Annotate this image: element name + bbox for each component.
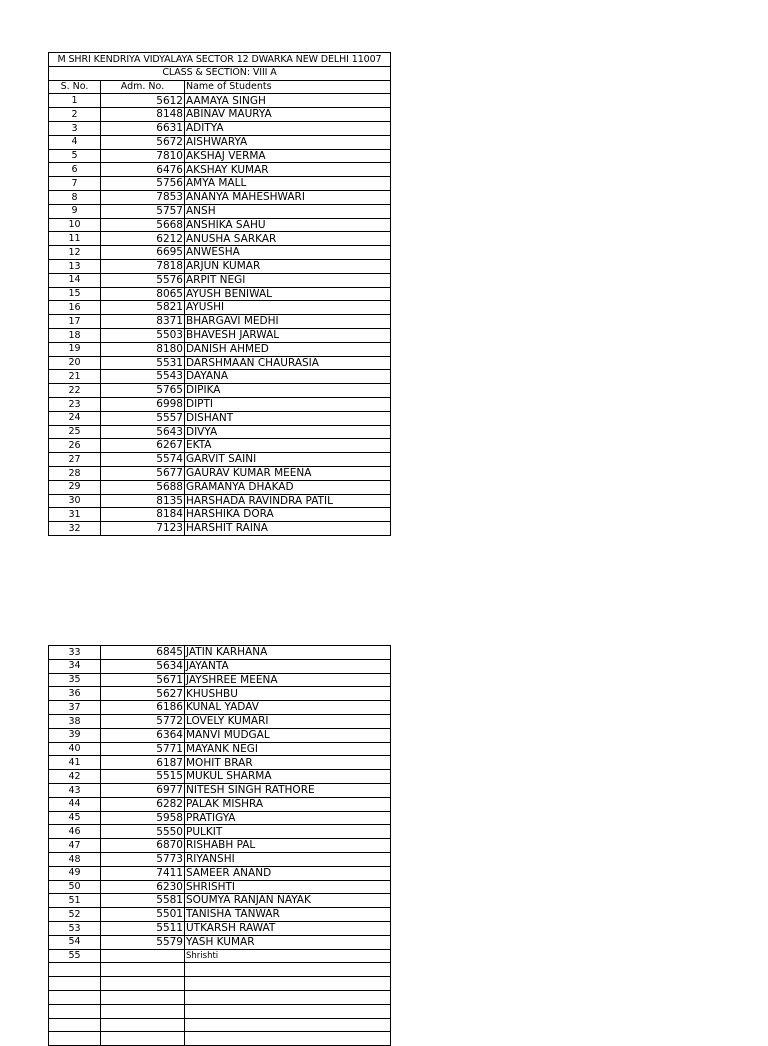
admission-no-cell: 6267 xyxy=(101,439,185,453)
table-row xyxy=(49,1032,391,1046)
admission-no-cell xyxy=(101,977,185,991)
serial-no-cell: 31 xyxy=(49,508,101,522)
admission-no-cell xyxy=(101,1032,185,1046)
admission-no-cell: 5543 xyxy=(101,370,185,384)
serial-no-cell: 13 xyxy=(49,259,101,273)
student-name-cell: ANUSHA SARKAR xyxy=(185,232,391,246)
serial-no-cell: 46 xyxy=(49,825,101,839)
column-header-row xyxy=(49,80,391,94)
student-name-cell: HARSHIKA DORA xyxy=(185,508,391,522)
table-row xyxy=(49,190,391,204)
admission-no-cell: 7123 xyxy=(101,522,185,536)
serial-no-cell: 32 xyxy=(49,522,101,536)
admission-no-cell: 7818 xyxy=(101,259,185,273)
serial-no-cell: 33 xyxy=(49,646,101,660)
student-name-cell: ANANYA MAHESHWARI xyxy=(185,190,391,204)
admission-no-cell: 5757 xyxy=(101,204,185,218)
table-row xyxy=(49,522,391,536)
table-row xyxy=(49,770,391,784)
admission-no-cell: 6476 xyxy=(101,163,185,177)
table-row xyxy=(49,149,391,163)
table-row xyxy=(49,163,391,177)
serial-no-cell: 50 xyxy=(49,880,101,894)
table-row xyxy=(49,977,391,991)
table-row xyxy=(49,259,391,273)
table-row xyxy=(49,204,391,218)
student-name-cell: RISHABH PAL xyxy=(185,839,391,853)
admission-no-cell: 6870 xyxy=(101,839,185,853)
student-name-cell: HARSHADA RAVINDRA PATIL xyxy=(185,494,391,508)
table-row xyxy=(49,742,391,756)
serial-no-cell: 5 xyxy=(49,149,101,163)
table-row xyxy=(49,646,391,660)
serial-no-cell: 26 xyxy=(49,439,101,453)
serial-no-cell: 34 xyxy=(49,659,101,673)
table-row xyxy=(49,811,391,825)
admission-no-cell: 6998 xyxy=(101,397,185,411)
student-name-cell: PULKIT xyxy=(185,825,391,839)
student-name-cell: AAMAYA SINGH xyxy=(185,94,391,108)
student-name-cell: BHARGAVI MEDHI xyxy=(185,315,391,329)
student-name-cell: JAYANTA xyxy=(185,659,391,673)
table-row xyxy=(49,508,391,522)
serial-no-cell: 1 xyxy=(49,94,101,108)
admission-no-cell: 5503 xyxy=(101,328,185,342)
table-row xyxy=(49,273,391,287)
table-row xyxy=(49,315,391,329)
serial-no-cell xyxy=(49,1004,101,1018)
table-row xyxy=(49,728,391,742)
admission-no-cell: 5677 xyxy=(101,466,185,480)
student-name-cell: JAYSHREE MEENA xyxy=(185,673,391,687)
student-name-cell: KHUSHBU xyxy=(185,687,391,701)
student-name-cell: DIVYA xyxy=(185,425,391,439)
admission-no-cell: 8371 xyxy=(101,315,185,329)
student-name-cell: DARSHMAAN CHAURASIA xyxy=(185,356,391,370)
student-name-cell: ANSH xyxy=(185,204,391,218)
student-name-cell: RIYANSHI xyxy=(185,852,391,866)
admission-no-cell: 6212 xyxy=(101,232,185,246)
table-row xyxy=(49,356,391,370)
student-name-cell: AKSHAJ VERMA xyxy=(185,149,391,163)
table-row xyxy=(49,921,391,935)
student-name-cell: AYUSHI xyxy=(185,301,391,315)
admission-no-cell: 8180 xyxy=(101,342,185,356)
table-row xyxy=(49,701,391,715)
serial-no-cell: 10 xyxy=(49,218,101,232)
admission-no-cell xyxy=(101,1004,185,1018)
serial-no-cell: 47 xyxy=(49,839,101,853)
table-row xyxy=(49,453,391,467)
student-name-cell: DISHANT xyxy=(185,411,391,425)
admission-no-cell: 5671 xyxy=(101,673,185,687)
admission-no-cell: 5688 xyxy=(101,480,185,494)
student-name-cell xyxy=(185,1032,391,1046)
admission-no-cell: 7853 xyxy=(101,190,185,204)
serial-no-cell: 18 xyxy=(49,328,101,342)
student-name-cell: NITESH SINGH RATHORE xyxy=(185,783,391,797)
student-name-cell: TANISHA TANWAR xyxy=(185,908,391,922)
table-row xyxy=(49,246,391,260)
student-name-cell: LOVELY KUMARI xyxy=(185,714,391,728)
serial-no-cell xyxy=(49,977,101,991)
table-row xyxy=(49,839,391,853)
serial-no-cell: 53 xyxy=(49,921,101,935)
student-name-cell: MOHIT BRAR xyxy=(185,756,391,770)
table-row xyxy=(49,494,391,508)
table-row xyxy=(49,135,391,149)
table-row xyxy=(49,466,391,480)
serial-no-cell: 55 xyxy=(49,949,101,963)
serial-no-cell: 11 xyxy=(49,232,101,246)
student-name-cell: YASH KUMAR xyxy=(185,935,391,949)
admission-no-cell: 7810 xyxy=(101,149,185,163)
serial-no-cell: 12 xyxy=(49,246,101,260)
table-row xyxy=(49,480,391,494)
class-section-row xyxy=(49,66,391,80)
table-row xyxy=(49,825,391,839)
header-student-name: Name of Students xyxy=(185,80,391,94)
serial-no-cell: 28 xyxy=(49,466,101,480)
serial-no-cell: 17 xyxy=(49,315,101,329)
serial-no-cell: 38 xyxy=(49,714,101,728)
student-name-cell: AYUSH BENIWAL xyxy=(185,287,391,301)
table-row xyxy=(49,659,391,673)
serial-no-cell: 41 xyxy=(49,756,101,770)
student-name-cell: KUNAL YADAV xyxy=(185,701,391,715)
serial-no-cell: 19 xyxy=(49,342,101,356)
admission-no-cell: 5515 xyxy=(101,770,185,784)
student-name-cell: DAYANA xyxy=(185,370,391,384)
serial-no-cell: 42 xyxy=(49,770,101,784)
table-row xyxy=(49,1004,391,1018)
table-row xyxy=(49,756,391,770)
student-name-cell xyxy=(185,990,391,1004)
student-name-cell: ANWESHA xyxy=(185,246,391,260)
header-serial-no: S. No. xyxy=(49,80,101,94)
table-row xyxy=(49,370,391,384)
table-row xyxy=(49,949,391,963)
serial-no-cell: 36 xyxy=(49,687,101,701)
table-row xyxy=(49,328,391,342)
serial-no-cell: 2 xyxy=(49,108,101,122)
admission-no-cell: 8135 xyxy=(101,494,185,508)
serial-no-cell: 52 xyxy=(49,908,101,922)
admission-no-cell: 6845 xyxy=(101,646,185,660)
admission-no-cell: 5581 xyxy=(101,894,185,908)
admission-no-cell: 5579 xyxy=(101,935,185,949)
table-row xyxy=(49,894,391,908)
table-row xyxy=(49,218,391,232)
serial-no-cell: 3 xyxy=(49,121,101,135)
admission-no-cell: 5672 xyxy=(101,135,185,149)
serial-no-cell xyxy=(49,963,101,977)
table-row xyxy=(49,783,391,797)
serial-no-cell: 51 xyxy=(49,894,101,908)
table-row xyxy=(49,425,391,439)
serial-no-cell xyxy=(49,1018,101,1032)
admission-no-cell: 5668 xyxy=(101,218,185,232)
student-name-cell: GARVIT SAINI xyxy=(185,453,391,467)
serial-no-cell xyxy=(49,1032,101,1046)
serial-no-cell: 4 xyxy=(49,135,101,149)
serial-no-cell: 15 xyxy=(49,287,101,301)
admission-no-cell: 5773 xyxy=(101,852,185,866)
admission-no-cell: 5958 xyxy=(101,811,185,825)
table-row xyxy=(49,384,391,398)
table-row xyxy=(49,94,391,108)
table-row xyxy=(49,687,391,701)
student-name-cell: ABINAV MAURYA xyxy=(185,108,391,122)
admission-no-cell: 5771 xyxy=(101,742,185,756)
admission-no-cell: 5574 xyxy=(101,453,185,467)
serial-no-cell: 44 xyxy=(49,797,101,811)
admission-no-cell: 5612 xyxy=(101,94,185,108)
admission-no-cell: 5627 xyxy=(101,687,185,701)
school-title: M SHRI KENDRIYA VIDYALAYA SECTOR 12 DWARKA NEW DELHI 11007 xyxy=(49,53,391,67)
admission-no-cell: 5501 xyxy=(101,908,185,922)
serial-no-cell: 45 xyxy=(49,811,101,825)
student-name-cell: GRAMANYA DHAKAD xyxy=(185,480,391,494)
admission-no-cell: 6187 xyxy=(101,756,185,770)
student-name-cell: AISHWARYA xyxy=(185,135,391,149)
admission-no-cell: 5576 xyxy=(101,273,185,287)
serial-no-cell: 40 xyxy=(49,742,101,756)
table-row xyxy=(49,287,391,301)
student-name-cell: AMYA MALL xyxy=(185,177,391,191)
student-name-cell: BHAVESH JARWAL xyxy=(185,328,391,342)
serial-no-cell xyxy=(49,990,101,1004)
student-name-cell: EKTA xyxy=(185,439,391,453)
student-name-cell: AKSHAY KUMAR xyxy=(185,163,391,177)
serial-no-cell: 30 xyxy=(49,494,101,508)
school-title-row xyxy=(49,53,391,67)
serial-no-cell: 8 xyxy=(49,190,101,204)
admission-no-cell: 6977 xyxy=(101,783,185,797)
student-name-cell xyxy=(185,963,391,977)
student-name-cell: ANSHIKA SAHU xyxy=(185,218,391,232)
serial-no-cell: 6 xyxy=(49,163,101,177)
student-name-cell: DIPTI xyxy=(185,397,391,411)
table-row xyxy=(49,1018,391,1032)
admission-no-cell: 5557 xyxy=(101,411,185,425)
table-row xyxy=(49,342,391,356)
student-name-cell: ADITYA xyxy=(185,121,391,135)
serial-no-cell: 43 xyxy=(49,783,101,797)
student-list-table-1 xyxy=(48,52,391,536)
student-name-cell: PALAK MISHRA xyxy=(185,797,391,811)
admission-no-cell xyxy=(101,1018,185,1032)
class-section: CLASS & SECTION: VIII A xyxy=(49,66,391,80)
admission-no-cell: 8148 xyxy=(101,108,185,122)
admission-no-cell: 8184 xyxy=(101,508,185,522)
serial-no-cell: 39 xyxy=(49,728,101,742)
header-admission-no: Adm. No. xyxy=(101,80,185,94)
serial-no-cell: 16 xyxy=(49,301,101,315)
serial-no-cell: 21 xyxy=(49,370,101,384)
student-name-cell: Shrishti xyxy=(185,949,391,963)
student-name-cell: SOUMYA RANJAN NAYAK xyxy=(185,894,391,908)
admission-no-cell: 5821 xyxy=(101,301,185,315)
table-row xyxy=(49,121,391,135)
admission-no-cell: 5756 xyxy=(101,177,185,191)
admission-no-cell: 6364 xyxy=(101,728,185,742)
admission-no-cell xyxy=(101,963,185,977)
table-row xyxy=(49,714,391,728)
student-name-cell: MUKUL SHARMA xyxy=(185,770,391,784)
serial-no-cell: 48 xyxy=(49,852,101,866)
table-row xyxy=(49,232,391,246)
table-row xyxy=(49,990,391,1004)
student-name-cell: UTKARSH RAWAT xyxy=(185,921,391,935)
student-list-table-2 xyxy=(48,645,391,1046)
admission-no-cell: 5511 xyxy=(101,921,185,935)
admission-no-cell xyxy=(101,949,185,963)
admission-no-cell: 5772 xyxy=(101,714,185,728)
table-row xyxy=(49,866,391,880)
table-row xyxy=(49,908,391,922)
student-name-cell xyxy=(185,1004,391,1018)
serial-no-cell: 35 xyxy=(49,673,101,687)
table-row xyxy=(49,177,391,191)
serial-no-cell: 37 xyxy=(49,701,101,715)
student-name-cell: MAYANK NEGI xyxy=(185,742,391,756)
student-name-cell xyxy=(185,977,391,991)
student-name-cell: SHRISHTI xyxy=(185,880,391,894)
admission-no-cell: 7411 xyxy=(101,866,185,880)
table-row xyxy=(49,963,391,977)
admission-no-cell: 6186 xyxy=(101,701,185,715)
serial-no-cell: 20 xyxy=(49,356,101,370)
admission-no-cell: 5634 xyxy=(101,659,185,673)
admission-no-cell: 5550 xyxy=(101,825,185,839)
admission-no-cell: 5531 xyxy=(101,356,185,370)
table-row xyxy=(49,439,391,453)
admission-no-cell: 5643 xyxy=(101,425,185,439)
table-row xyxy=(49,797,391,811)
serial-no-cell: 22 xyxy=(49,384,101,398)
admission-no-cell xyxy=(101,990,185,1004)
admission-no-cell: 5765 xyxy=(101,384,185,398)
table-row xyxy=(49,397,391,411)
admission-no-cell: 8065 xyxy=(101,287,185,301)
serial-no-cell: 9 xyxy=(49,204,101,218)
table-row xyxy=(49,411,391,425)
table-row xyxy=(49,935,391,949)
admission-no-cell: 6695 xyxy=(101,246,185,260)
table-row xyxy=(49,108,391,122)
serial-no-cell: 23 xyxy=(49,397,101,411)
serial-no-cell: 14 xyxy=(49,273,101,287)
table-row xyxy=(49,852,391,866)
student-name-cell: ARJUN KUMAR xyxy=(185,259,391,273)
serial-no-cell: 7 xyxy=(49,177,101,191)
student-name-cell: JATIN KARHANA xyxy=(185,646,391,660)
student-name-cell: DANISH AHMED xyxy=(185,342,391,356)
table-row xyxy=(49,880,391,894)
admission-no-cell: 6631 xyxy=(101,121,185,135)
table-row xyxy=(49,673,391,687)
serial-no-cell: 25 xyxy=(49,425,101,439)
table-row xyxy=(49,301,391,315)
student-name-cell: DIPIKA xyxy=(185,384,391,398)
serial-no-cell: 29 xyxy=(49,480,101,494)
serial-no-cell: 49 xyxy=(49,866,101,880)
student-name-cell xyxy=(185,1018,391,1032)
serial-no-cell: 54 xyxy=(49,935,101,949)
student-name-cell: GAURAV KUMAR MEENA xyxy=(185,466,391,480)
student-name-cell: PRATIGYA xyxy=(185,811,391,825)
serial-no-cell: 27 xyxy=(49,453,101,467)
admission-no-cell: 6230 xyxy=(101,880,185,894)
student-name-cell: SAMEER ANAND xyxy=(185,866,391,880)
student-name-cell: MANVI MUDGAL xyxy=(185,728,391,742)
admission-no-cell: 6282 xyxy=(101,797,185,811)
student-name-cell: ARPIT NEGI xyxy=(185,273,391,287)
student-name-cell: HARSHIT RAINA xyxy=(185,522,391,536)
serial-no-cell: 24 xyxy=(49,411,101,425)
